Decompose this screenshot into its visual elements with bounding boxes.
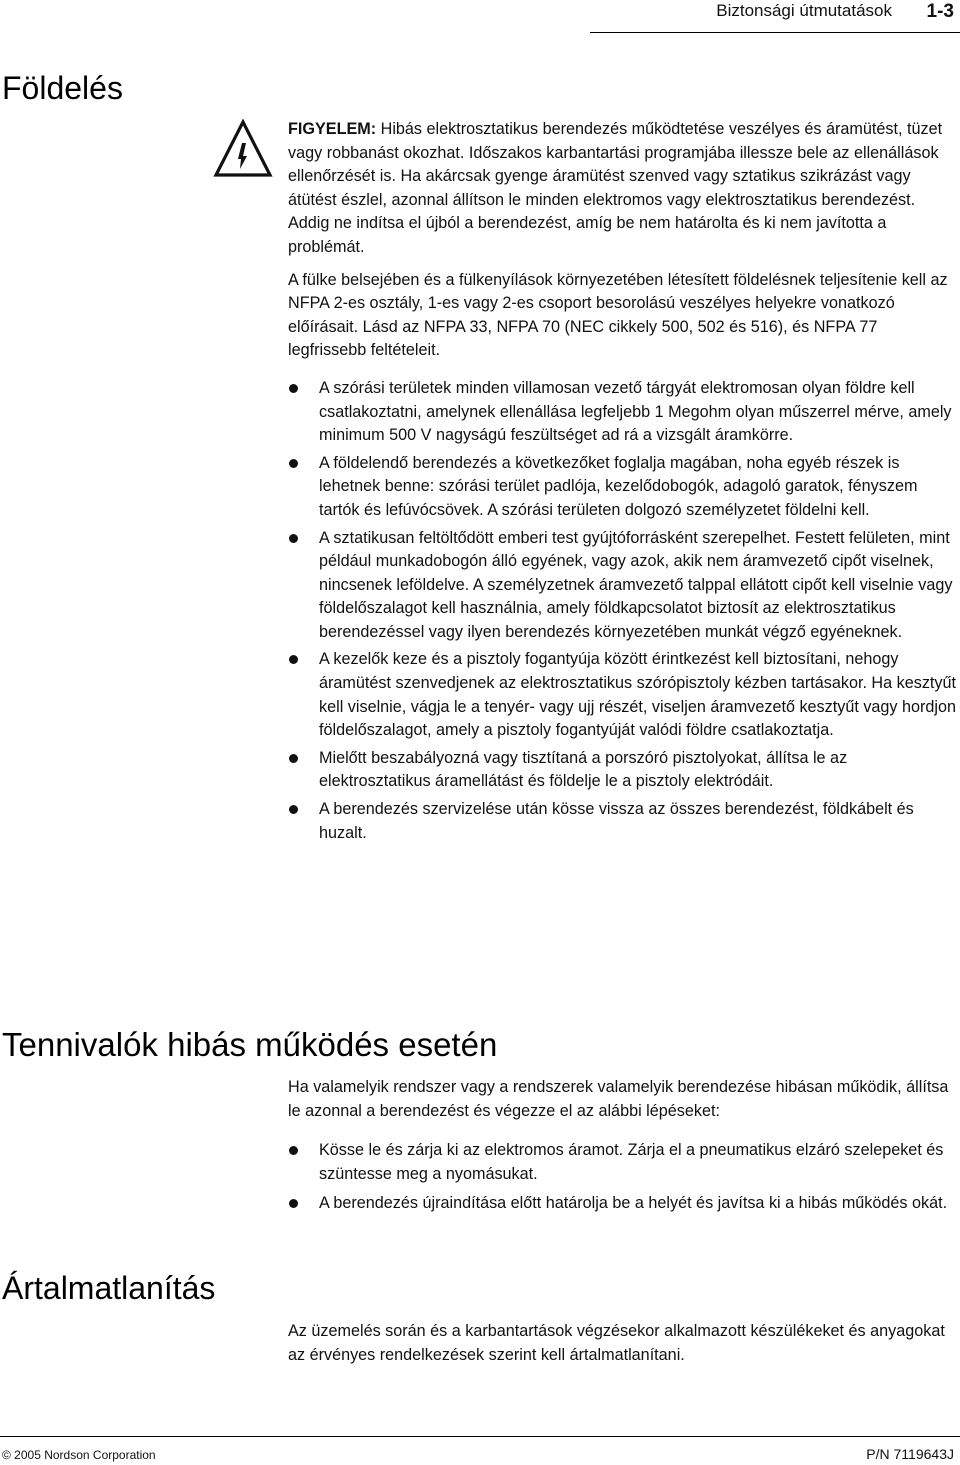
page-header	[0, 0, 960, 34]
list-item: A kezelők keze és a pisztoly fogantyúja között érintkezést kell biztosítani, nehogy áramütést szenvedjenek az elektrosztatikus szórópisztoly kézben tartásakor. Ha kesztyűt kell viselnie, vágja le a tenyér- vagy ujj részét, viseljen áramvezető kesztyűt vagy hordjon földelőszalagot, amely a pisztoly fogantyúját valódi földre csatlakoztatja.	[288, 648, 958, 742]
malfunction-intro: Ha valamelyik rendszer vagy a rendszerek valamelyik berendezése hibásan működik, állítsa le azonnal a berendezést és végezze el az alábbi lépéseket:	[288, 1078, 949, 1120]
list-item: A berendezés szervizelése után kösse vissza az összes berendezést, földkábelt és huzalt.	[288, 798, 958, 845]
copyright: © 2005 Nordson Corporation	[2, 1448, 156, 1462]
high-voltage-warning-icon	[213, 119, 273, 179]
warning-block	[288, 118, 958, 260]
list-item: A földelendő berendezés a következőket foglalja magában, noha egyéb részek is lehetnek benne: szórási terület padlója, kezelődobogók, adagoló garatok, fényszem tartók és lefúvócsövek. A szórási területen dolgozó személyzetet földelni kell.	[288, 452, 958, 523]
list-item: Kösse le és zárja ki az elektromos áramot. Zárja el a pneumatikus elzáró szelepeket és szüntesse meg a nyomásukat.	[288, 1139, 958, 1186]
footer-rule	[0, 1436, 960, 1437]
list-item: Mielőtt beszabályozná vagy tisztítaná a porszóró pisztolyokat, állítsa le az elektrosztatikus áramellátást és földelje le a pisztoly elektródáit.	[288, 747, 958, 794]
warning-text: Hibás elektrosztatikus berendezés működtetése veszélyes és áramütést, tüzet vagy robbanást okozhat. Időszakos karbantartási programjába illessze bele az ellenállások ellenőrzését is. Ha akárcsak gyenge áramütést szenved vagy sztatikus szikrázást vagy átütést észlel, azonnal állítson le minden elektromos vagy elektrosztatikus berendezést. Addig ne indítsa el újból a berendezést, amíg be nem határolta és ki nem javította a problémát.	[288, 120, 943, 256]
page-number: 1-3	[926, 1, 954, 22]
grounding-section	[288, 118, 958, 845]
disposal-paragraph: Az üzemelés során és a karbantartások végzésekor alkalmazott készülékeket és anyagokat az érvényes rendelkezések szerint kell ártalmatlanítani.	[288, 1322, 945, 1364]
grounding-heading: Földelés	[2, 70, 123, 106]
disposal-heading: Ártalmatlanítás	[2, 1270, 216, 1306]
part-number: P/N 7119643J	[866, 1446, 954, 1462]
grounding-bullets	[288, 377, 958, 845]
list-item: A sztatikusan feltöltődött emberi test gyújtóforrásként szerepelhet. Festett felületen, mint például munkadobogón álló egyének, vagy azok, akik nem áramvezető cipőt viselnek, nincsenek leföldelve. A személyzetnek áramvezető talppal ellátott cipőt kell viselnie vagy földelőszalagot kell használnia, amely földkapcsolatot biztosít az elektrosztatikus berendezéssel vagy ilyen berendezés környezetében munkát végző egyéneknek.	[288, 527, 958, 645]
malfunction-heading: Tennivalók hibás működés esetén	[2, 1026, 498, 1063]
disposal-section	[288, 1320, 958, 1367]
list-item: A berendezés újraindítása előtt határolja be a helyét és javítsa ki a hibás működés okát.	[288, 1192, 958, 1216]
malfunction-bullets	[288, 1139, 958, 1216]
grounding-paragraph: A fülke belsejében és a fülkenyílások környezetében létesített földelésnek teljesítenie kell az NFPA 2-es osztály, 1-es vagy 2-es csoport besorolású veszélyes helyekre vonatkozó előírásait. Lásd az NFPA 33, NFPA 70 (NEC cikkely 500, 502 és 516), és NFPA 77 legfrissebb feltételeit.	[288, 270, 948, 360]
list-item: A szórási területek minden villamosan vezető tárgyát elektromosan olyan földre kell csatlakoztatni, amelynek ellenállása legfeljebb 1 Megohm olyan műszerrel mérve, amely minimum 500 V nagyságú feszültséget ad rá a vizsgált áramkörre.	[288, 377, 958, 448]
header-rule	[590, 32, 960, 33]
header-title: Biztonsági útmutatások	[716, 1, 892, 20]
malfunction-section	[288, 1076, 958, 1216]
warning-label: FIGYELEM:	[288, 120, 377, 138]
